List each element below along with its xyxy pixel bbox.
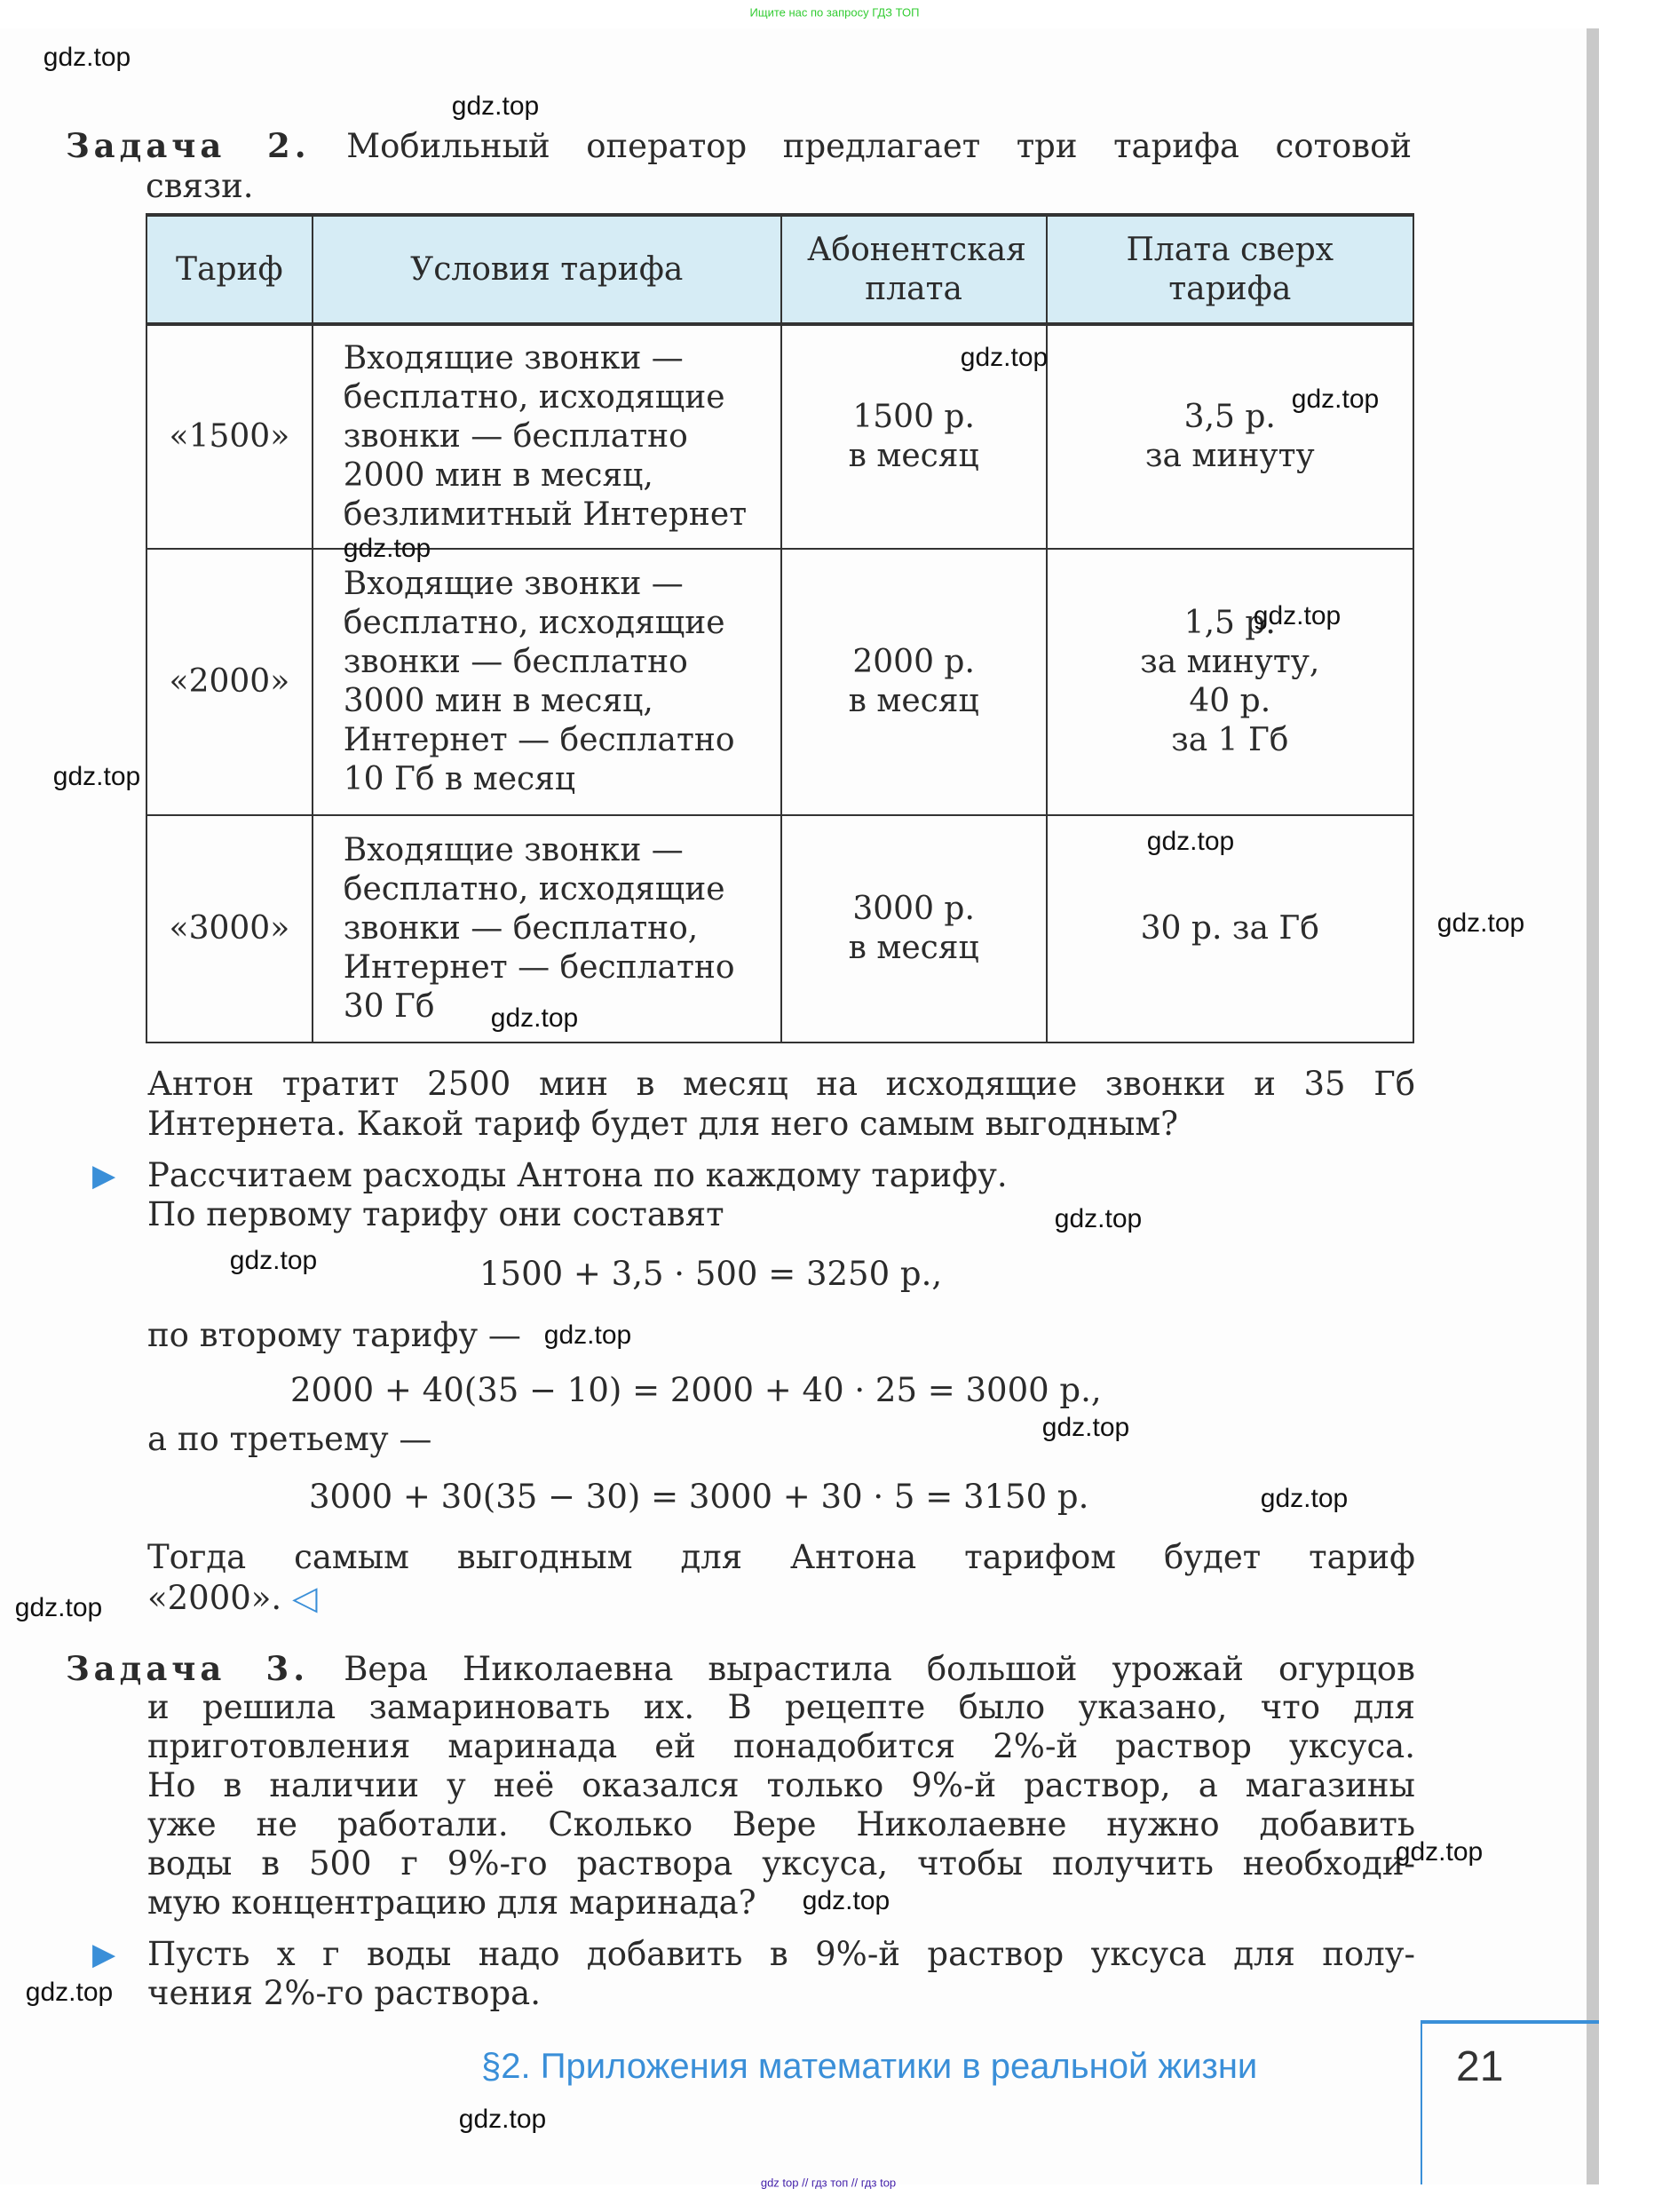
tariff-name: «2000» [146,549,313,815]
tariff-conditions-line: 30 Гб [343,988,435,1025]
watermark: gdz.top [1054,1204,1143,1233]
overage-fee-line: 3,5 р. [1183,399,1276,435]
subscription-fee-line: в месяц [848,683,979,719]
header-extra: Плата сверх тарифа [1047,215,1413,324]
page-number: 21 [1456,2043,1504,2090]
overage-fee [1047,549,1413,815]
watermark: gdz.top [43,43,131,72]
tariff-name: «1500» [146,324,313,549]
tariff-conditions-line: бесплатно, исходящие [343,605,725,641]
section-footer: §2. Приложения математики в реальной жизни [481,2047,1258,2086]
watermark: gdz.top [14,1593,103,1622]
overage-fee [1047,324,1413,549]
watermark: gdz.top [1291,385,1380,414]
question-line2: Интернета. Какой тариф будет для него самым выгодным? [147,1105,1179,1143]
formula-2: 2000 + 40(35 − 10) = 2000 + 40 · 25 = 3000 р., [290,1371,1102,1409]
subscription-fee-line: в месяц [848,438,979,474]
tariff-conditions-line: Входящие звонки — [343,832,684,868]
watermark: gdz.top [490,1003,579,1033]
task3-line: Но в наличии у неё оказался только 9%-й раствор, а магазины [147,1766,1415,1804]
watermark: gdz.top [451,91,540,121]
tariff-conditions-line: Интернет — бесплатно [343,722,735,758]
overage-fee-line: 30 р. за Гб [1140,910,1319,947]
task3-line: уже не работали. Сколько Вере Николаевне нужно добавить [147,1805,1415,1843]
header-fee: Абонентская плата [781,215,1047,324]
solution-line1: Рассчитаем расходы Антона по каждому тарифу. [147,1156,1008,1194]
tariff-conditions-line: звонки — бесплатно [343,644,688,680]
tariff-conditions [313,324,781,549]
watermark: gdz.top [1395,1837,1484,1867]
solution-line4: а по третьему — [147,1420,432,1458]
table-header-row [146,215,1413,324]
task3-line: и решила замариновать их. В рецепте было указано, что для [147,1688,1415,1726]
task2-line1 [66,126,1412,166]
tariff-conditions-line: 2000 мин в месяц, [343,457,653,494]
task3-line: воды в 500 г 9%-го раствора уксуса, чтобы получить необходи- [147,1844,1415,1883]
watermark: gdz.top [960,343,1049,372]
watermark: gdz.top [802,1886,890,1915]
header-conditions: Условия тарифа [313,215,781,324]
tariff-conditions-line: Входящие звонки — [343,340,684,377]
watermark: gdz.top [1260,1484,1349,1513]
formula-1: 1500 + 3,5 · 500 = 3250 р., [479,1255,943,1293]
page-number-box [1421,2020,1599,2184]
tariff-conditions-line: 3000 мин в месяц, [343,683,653,719]
watermark: gdz.top [1437,908,1525,938]
watermark: gdz.top [1146,827,1235,856]
watermark: gdz.top [458,2105,547,2134]
table-row [146,549,1413,815]
tariff-conditions-line: звонки — бесплатно, [343,910,699,947]
solution-line5: Тогда самым выгодным для Антона тарифом будет тариф [147,1538,1415,1576]
tariff-conditions-line: Входящие звонки — [343,566,684,602]
task3-line: мую концентрацию для маринада? [147,1883,756,1922]
watermark: gdz.top [25,1978,114,2007]
watermark: gdz.top [1253,601,1342,630]
watermark: gdz.top [52,762,141,791]
table-row [146,324,1413,549]
task3-line: приготовления маринада ей понадобится 2%-й раствор уксуса. [147,1727,1415,1765]
tariff-name: «3000» [146,815,313,1043]
overage-fee-line: за 1 Гб [1171,722,1289,758]
task3-label: Задача 3. [66,1649,310,1688]
tariff-conditions-line: 10 Гб в месяц [343,761,576,797]
tariff-conditions-line: бесплатно, исходящие [343,871,725,908]
tariff-conditions-line: Интернет — бесплатно [343,949,735,986]
solution-end-icon: ◁ [291,1579,318,1617]
tariff-table [146,213,1414,1043]
subscription-fee-line: 2000 р. [852,644,975,680]
formula-3: 3000 + 30(35 − 30) = 3000 + 30 · 5 = 3150 р. [309,1478,1089,1516]
subscription-fee [781,815,1047,1043]
solution-line3: по второму тарифу — [147,1316,521,1354]
solution-line2: По первому тарифу они составят [147,1195,724,1233]
tariff-conditions [313,549,781,815]
subscription-fee-line: 1500 р. [852,399,975,435]
overage-fee-line: за минуту [1144,438,1315,474]
overage-fee-line: 40 р. [1189,683,1271,719]
task3-solution-line2: чения 2%-го раствора. [147,1974,541,2012]
watermark: gdz.top [1041,1413,1130,1442]
top-banner[interactable]: Ищите нас по запросу ГДЗ ТОП [749,5,920,20]
question-line1: Антон тратит 2500 мин в месяц на исходящие звонки и 35 Гб [147,1065,1415,1103]
task3-solution-line1: Пусть x г воды надо добавить в 9%-й раствор уксуса для полу- [147,1935,1415,1973]
task2-label: Задача 2. [66,126,311,165]
tariff-conditions-line: безлимитный Интернет [343,496,748,533]
tariff-conditions-line: бесплатно, исходящие [343,379,725,416]
subscription-fee [781,549,1047,815]
header-tariff: Тариф [146,215,313,324]
task3-line1: Задача 3. Вера Николаевна вырастила большой урожай огурцов [66,1649,1416,1688]
task2-text: Мобильный оператор предлагает три тарифа сотовой [346,127,1413,165]
tariff-conditions-line: звонки — бесплатно [343,418,688,455]
overage-fee-line: 1,5 р. [1183,605,1276,641]
watermark: gdz.top [229,1246,318,1275]
watermark: gdz.top [343,534,431,563]
solution-line6: «2000». ◁ [147,1579,318,1617]
solution3-start-icon: ▶ [92,1937,116,1972]
bottom-banner[interactable]: gdz top // гдз топ // гдз top [760,2176,897,2190]
solution-start-icon: ▶ [92,1158,116,1193]
subscription-fee-line: 3000 р. [852,891,975,927]
overage-fee-line: за минуту, [1140,644,1320,680]
watermark: gdz.top [543,1320,632,1350]
subscription-fee-line: в месяц [848,930,979,966]
task2-line2: связи. [146,167,254,205]
